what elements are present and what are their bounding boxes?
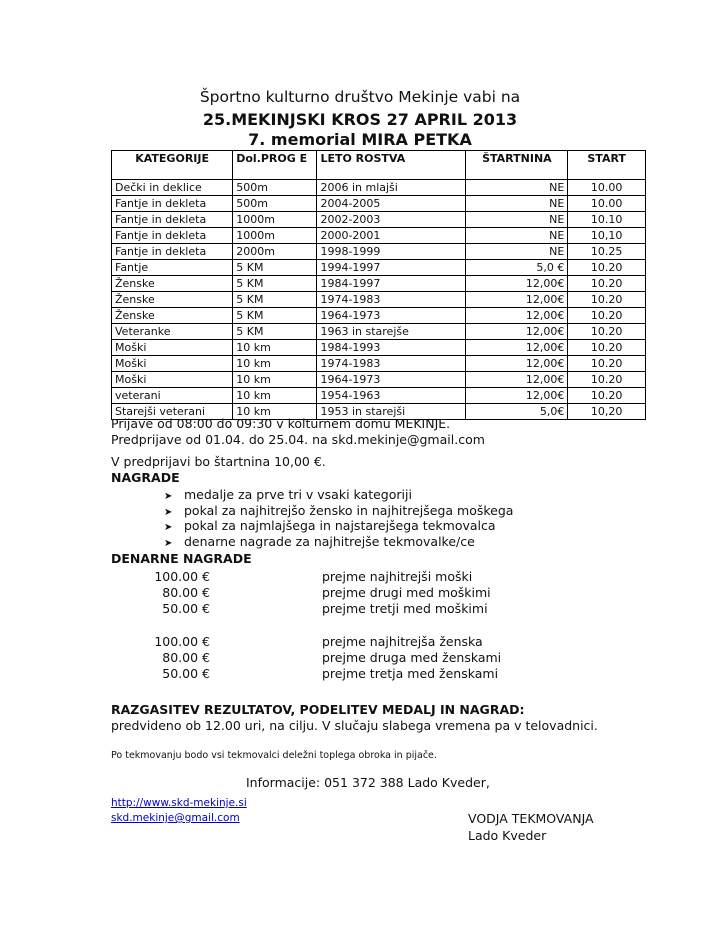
table-row xyxy=(112,260,646,276)
prize-amount: 80.00 € xyxy=(162,585,210,600)
category-cell: Fantje xyxy=(112,260,233,276)
event-title: 25.MEKINJSKI KROS 27 APRIL 2013 xyxy=(202,110,518,129)
distance-cell: 10 km xyxy=(233,340,317,356)
start-time-cell: 10,20 xyxy=(568,404,646,420)
birth-year-cell: 1954-1963 xyxy=(317,388,466,404)
registration-info: Prijave od 08:00 do 09:30 v kolturnem domu MEKINJE. xyxy=(111,416,451,431)
website-link[interactable]: http://www.skd-mekinje.si xyxy=(111,797,247,809)
birth-year-cell: 1964-1973 xyxy=(317,308,466,324)
invitation-line: Športno kulturno društvo Mekinje vabi na xyxy=(199,88,521,106)
table-row xyxy=(112,292,646,308)
table-row xyxy=(112,212,646,228)
category-cell: Ženske xyxy=(112,308,233,324)
fee-note: V predprijavi bo štartnina 10,00 €. xyxy=(111,454,326,469)
prize-amount: 80.00 € xyxy=(162,650,210,665)
fee-cell: 12,00€ xyxy=(466,340,568,356)
table-row xyxy=(112,196,646,212)
column-header: LETO ROSTVA xyxy=(317,151,466,180)
category-cell: Moški xyxy=(112,356,233,372)
prize-list xyxy=(164,487,513,549)
table-row xyxy=(112,308,646,324)
start-time-cell: 10.20 xyxy=(568,388,646,404)
birth-year-cell: 1964-1973 xyxy=(317,372,466,388)
distance-cell: 5 KM xyxy=(233,308,317,324)
table-row xyxy=(112,388,646,404)
start-time-cell: 10.00 xyxy=(568,180,646,196)
fee-cell: NE xyxy=(466,212,568,228)
distance-cell: 500m xyxy=(233,196,317,212)
fee-cell: 12,00€ xyxy=(466,388,568,404)
category-cell: Moški xyxy=(112,340,233,356)
birth-year-cell: 2006 in mlajši xyxy=(317,180,466,196)
fee-cell: NE xyxy=(466,244,568,260)
list-item: ➤ denarne nagrade za najhitrejše tekmovalke/ce xyxy=(164,533,475,549)
start-time-cell: 10.00 xyxy=(568,196,646,212)
distance-cell: 5 KM xyxy=(233,292,317,308)
column-header: START xyxy=(568,151,646,180)
prize-recipient: prejme najhitrejši moški xyxy=(322,569,473,584)
organizer-name: Lado Kveder xyxy=(468,828,547,843)
start-time-cell: 10.20 xyxy=(568,292,646,308)
category-cell: Starejši veterani xyxy=(112,404,233,420)
category-cell: Dečki in deklice xyxy=(112,180,233,196)
fee-cell: 12,00€ xyxy=(466,308,568,324)
birth-year-cell: 1998-1999 xyxy=(317,244,466,260)
distance-cell: 5 KM xyxy=(233,260,317,276)
memorial-title: 7. memorial MIRA PETKA xyxy=(248,130,472,149)
start-time-cell: 10.20 xyxy=(568,308,646,324)
organizer-role: VODJA TEKMOVANJA xyxy=(468,811,594,826)
column-header: Dol.PROG E xyxy=(233,151,317,180)
birth-year-cell: 2000-2001 xyxy=(317,228,466,244)
table-row xyxy=(112,244,646,260)
birth-year-cell: 1963 in starejše xyxy=(317,324,466,340)
arrow-bullet-icon: ➤ xyxy=(164,506,173,518)
table-header-row xyxy=(112,151,646,180)
arrow-bullet-icon: ➤ xyxy=(164,537,173,549)
table-row xyxy=(112,228,646,244)
category-cell: veterani xyxy=(112,388,233,404)
table-row xyxy=(112,372,646,388)
results-heading: RAZGASITEV REZULTATOV, PODELITEV MEDALJ IN NAGRAD: xyxy=(111,702,525,717)
category-cell: Veteranke xyxy=(112,324,233,340)
start-time-cell: 10.20 xyxy=(568,260,646,276)
distance-cell: 5 KM xyxy=(233,276,317,292)
start-time-cell: 10.20 xyxy=(568,356,646,372)
category-cell: Ženske xyxy=(112,276,233,292)
start-time-cell: 10.20 xyxy=(568,276,646,292)
birth-year-cell: 1984-1997 xyxy=(317,276,466,292)
arrow-bullet-icon: ➤ xyxy=(164,522,173,533)
prize-recipient: prejme druga med ženskami xyxy=(322,650,502,665)
birth-year-cell: 2002-2003 xyxy=(317,212,466,228)
results-text: predvideno ob 12.00 uri, na cilju. V slučaju slabega vremena pa v telovadnici. xyxy=(111,718,598,733)
start-time-cell: 10,10 xyxy=(568,228,646,244)
category-cell: Fantje in dekleta xyxy=(112,244,233,260)
start-time-cell: 10.20 xyxy=(568,324,646,340)
category-cell: Fantje in dekleta xyxy=(112,212,233,228)
race-schedule-table xyxy=(111,150,646,420)
start-time-cell: 10.10 xyxy=(568,212,646,228)
prize-recipient: prejme tretji med moškimi xyxy=(322,601,488,616)
fee-cell: 12,00€ xyxy=(466,292,568,308)
distance-cell: 1000m xyxy=(233,212,317,228)
arrow-bullet-icon: ➤ xyxy=(164,491,173,502)
table-body xyxy=(112,180,646,420)
meal-note: Po tekmovanju bodo vsi tekmovalci deležni toplega obroka in pijače. xyxy=(111,750,437,761)
fee-cell: 5,0 € xyxy=(466,260,568,276)
prize-recipient: prejme tretja med ženskami xyxy=(322,666,499,681)
preregistration-info: Predprijave od 01.04. do 25.04. na skd.mekinje@gmail.com xyxy=(111,432,485,447)
start-time-cell: 10.25 xyxy=(568,244,646,260)
birth-year-cell: 1984-1993 xyxy=(317,340,466,356)
prize-recipient: prejme drugi med moškimi xyxy=(322,585,491,600)
prize-amount: 50.00 € xyxy=(162,666,210,681)
table-row xyxy=(112,276,646,292)
category-cell: Fantje in dekleta xyxy=(112,196,233,212)
fee-cell: 5,0€ xyxy=(466,404,568,420)
distance-cell: 10 km xyxy=(233,388,317,404)
birth-year-cell: 1974-1983 xyxy=(317,356,466,372)
distance-cell: 10 km xyxy=(233,356,317,372)
table-row xyxy=(112,324,646,340)
fee-cell: NE xyxy=(466,196,568,212)
category-cell: Moški xyxy=(112,372,233,388)
contact-info: Informacije: 051 372 388 Lado Kveder, xyxy=(246,775,490,790)
birth-year-cell: 1953 in starejši xyxy=(317,404,466,420)
distance-cell: 1000m xyxy=(233,228,317,244)
fee-cell: 12,00€ xyxy=(466,276,568,292)
birth-year-cell: 1974-1983 xyxy=(317,292,466,308)
list-item: ➤ pokal za najmlajšega in najstarejšega tekmovalca xyxy=(164,518,496,533)
category-cell: Fantje in dekleta xyxy=(112,228,233,244)
start-time-cell: 10.20 xyxy=(568,340,646,356)
birth-year-cell: 1994-1997 xyxy=(317,260,466,276)
fee-cell: 12,00€ xyxy=(466,372,568,388)
list-item: ➤ medalje za prve tri v vsaki kategoriji xyxy=(164,487,412,502)
distance-cell: 5 KM xyxy=(233,324,317,340)
distance-cell: 500m xyxy=(233,180,317,196)
prize-amount: 100.00 € xyxy=(154,634,210,649)
fee-cell: 12,00€ xyxy=(466,356,568,372)
distance-cell: 2000m xyxy=(233,244,317,260)
cash-prizes-heading: DENARNE NAGRADE xyxy=(111,551,252,566)
fee-cell: NE xyxy=(466,180,568,196)
fee-cell: 12,00€ xyxy=(466,324,568,340)
distance-cell: 10 km xyxy=(233,404,317,420)
email-link[interactable]: skd.mekinje@gmail.com xyxy=(111,812,240,824)
category-cell: Ženske xyxy=(112,292,233,308)
prize-amount: 50.00 € xyxy=(162,601,210,616)
table-row xyxy=(112,356,646,372)
nagrade-heading: NAGRADE xyxy=(111,470,180,485)
column-header: KATEGORIJE xyxy=(112,151,233,180)
fee-cell: NE xyxy=(466,228,568,244)
table-row xyxy=(112,340,646,356)
start-time-cell: 10.20 xyxy=(568,372,646,388)
distance-cell: 10 km xyxy=(233,372,317,388)
birth-year-cell: 2004-2005 xyxy=(317,196,466,212)
table-row xyxy=(112,180,646,196)
list-item: ➤ pokal za najhitrejšo žensko in najhitrejšega moškega xyxy=(164,502,514,518)
prize-recipient: prejme najhitrejša ženska xyxy=(322,634,483,649)
column-header: ŠTARTNINA xyxy=(466,151,568,180)
prize-amount: 100.00 € xyxy=(154,569,210,584)
